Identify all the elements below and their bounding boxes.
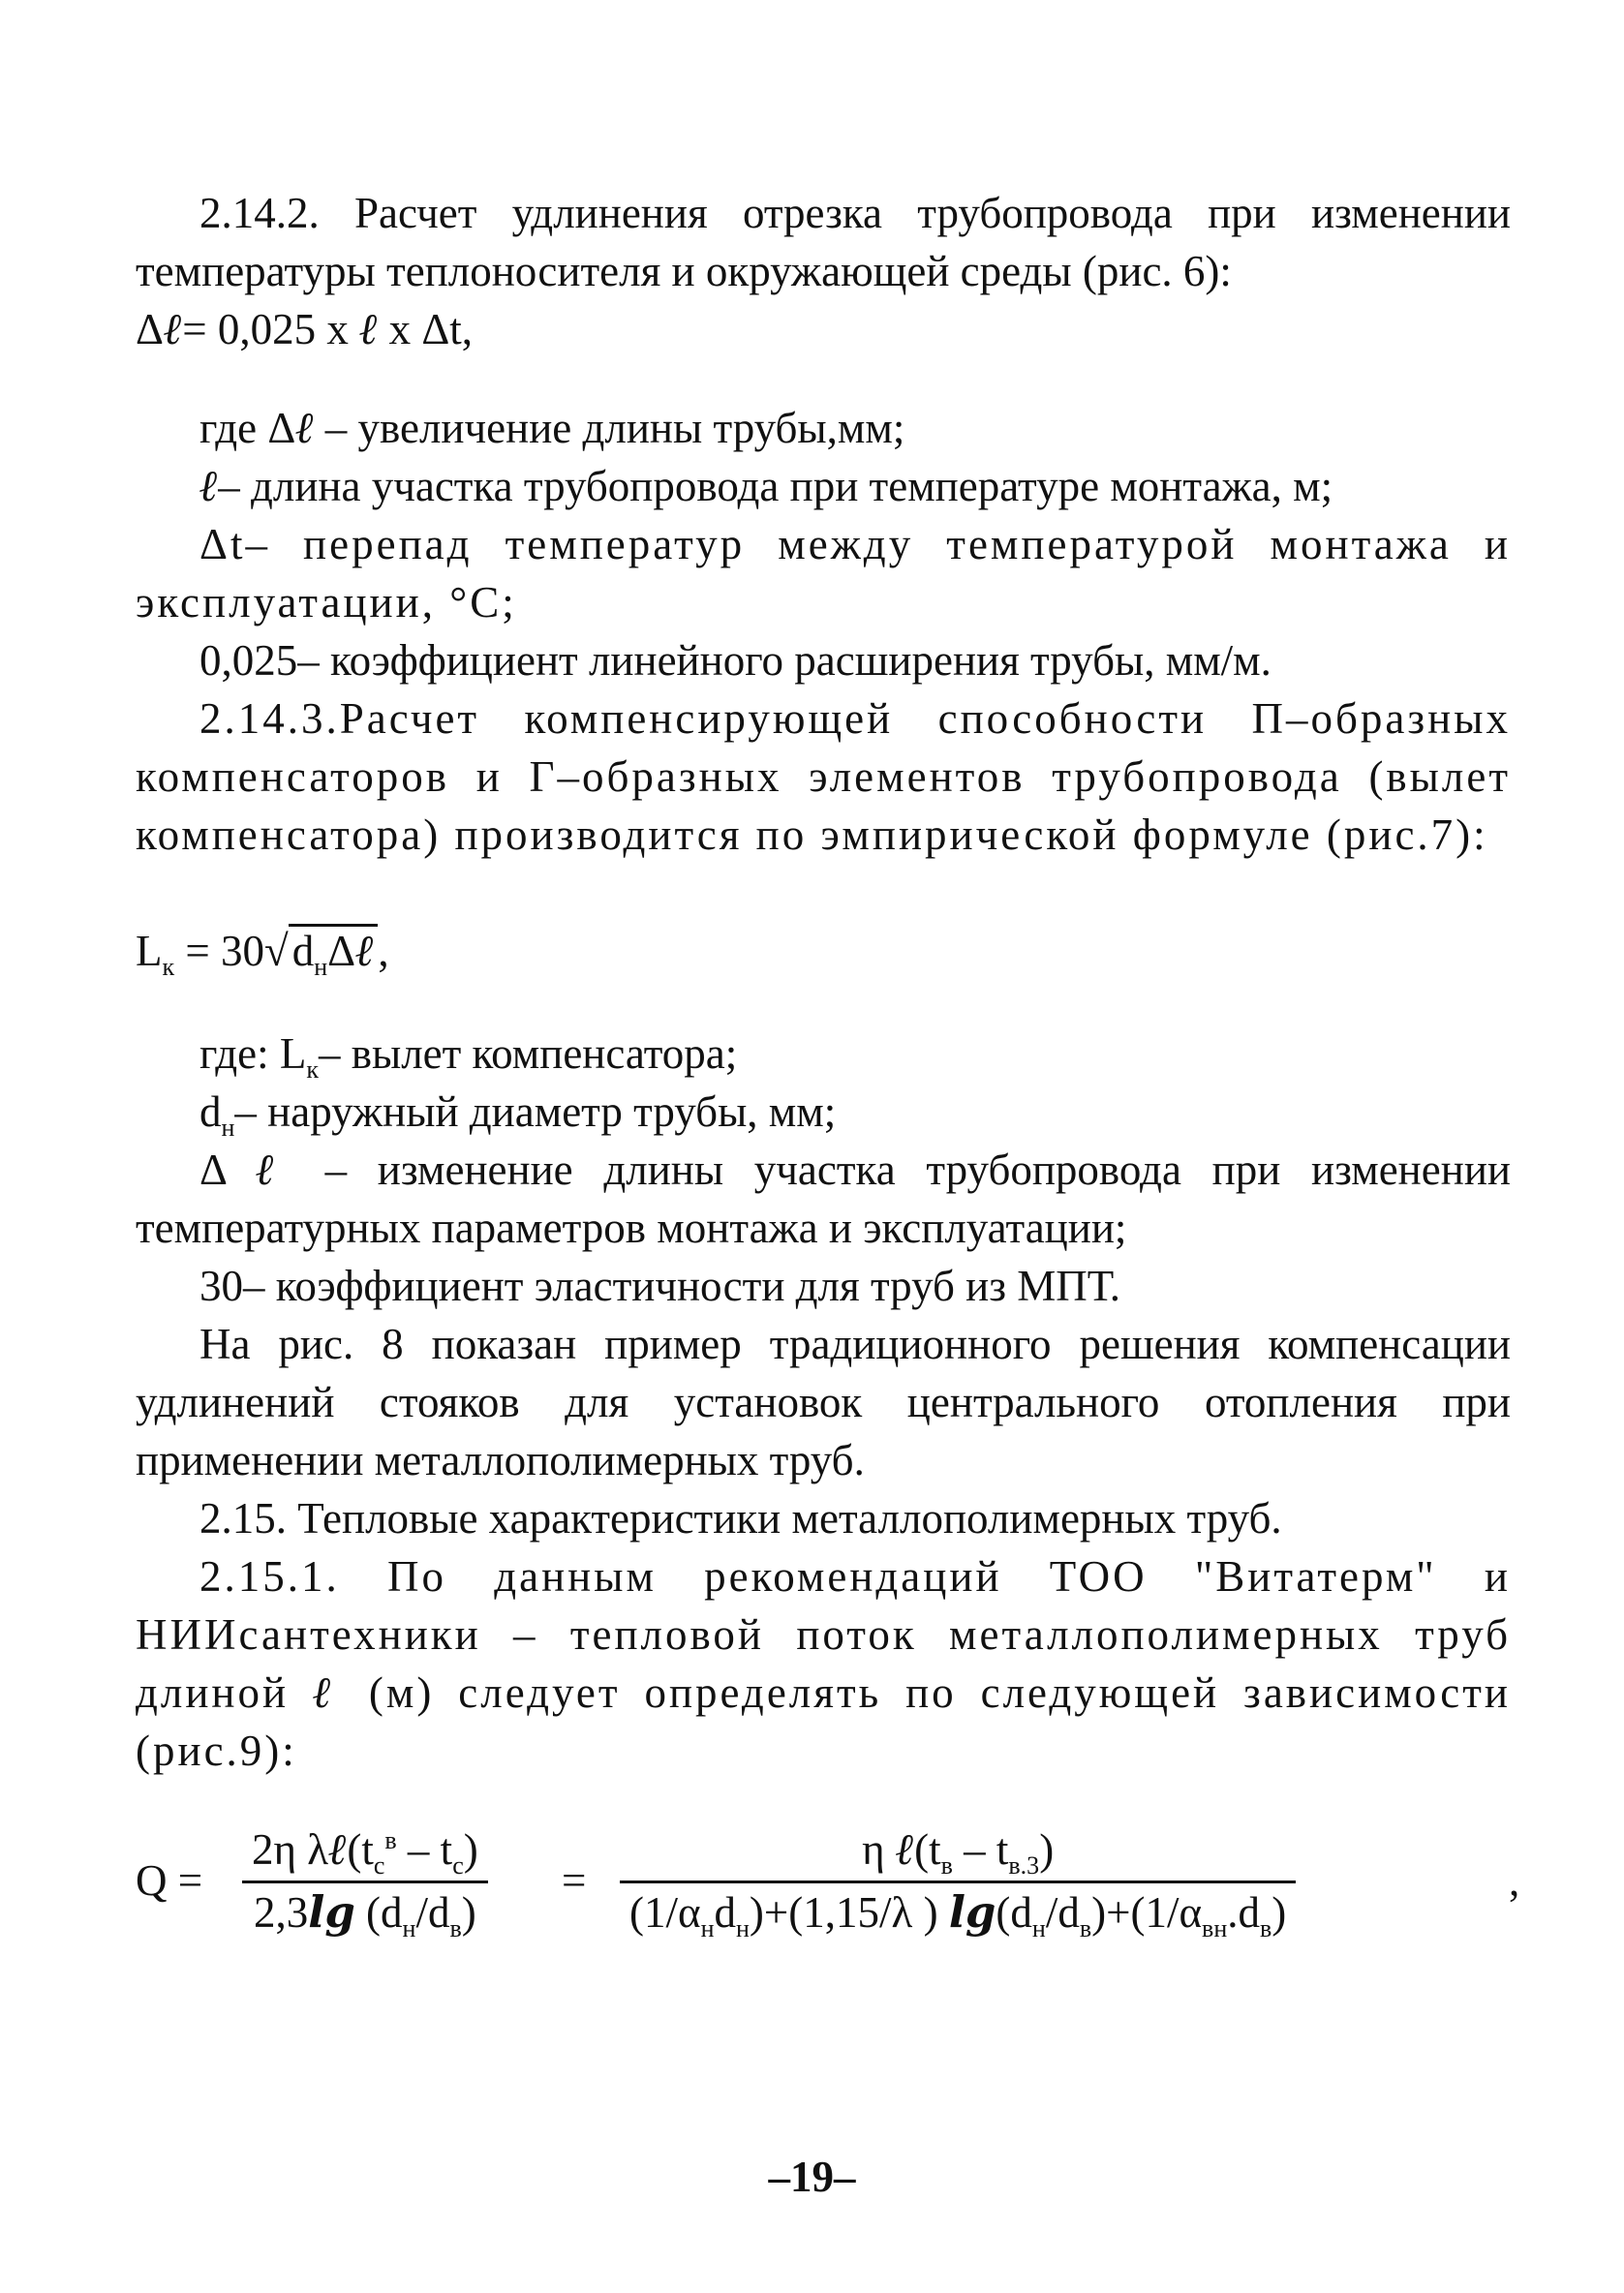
- def-Lk-text: – вылет компенсатора;: [318, 1029, 738, 1078]
- n1c: – t: [396, 1825, 453, 1874]
- formula-elongation: [136, 300, 1511, 358]
- section-2-14-3-text: 2.14.3.Расчет компенсирующей способности П–образных компенсаторов и Г–образных элементов трубопровода (вылет компенсатора) производится по эмпирической формуле (рис.7):: [136, 694, 1511, 859]
- page-content: [136, 184, 1520, 2003]
- formula-L-sub: к: [162, 953, 175, 981]
- def-Lk-sub: к: [306, 1055, 319, 1084]
- formula-L: L: [136, 927, 163, 975]
- page-number: –19–: [768, 2153, 856, 2201]
- d1-lg: lg: [308, 1886, 355, 1938]
- d2-lg: lg: [948, 1886, 996, 1938]
- n1b: (t: [347, 1825, 374, 1874]
- formula-rhs-b: x Δt,: [388, 305, 474, 353]
- def2-l-symbol: ℓ: [199, 460, 219, 511]
- n2-sub-v: в: [940, 1851, 953, 1880]
- d2g: .d: [1227, 1888, 1260, 1937]
- fraction-1-denominator: [242, 1883, 488, 1941]
- n2-sub-v3: в.3: [1008, 1851, 1040, 1880]
- fraction-2-numerator: [620, 1819, 1296, 1883]
- fraction-2: [620, 1819, 1296, 1941]
- formula-compensator: [136, 922, 1511, 980]
- d2-sub-vn: вн: [1202, 1914, 1228, 1942]
- n2a: η: [862, 1825, 885, 1874]
- formula-radicand: [289, 924, 379, 981]
- def-dl-text: – изменение длины участка трубопровода при изменении температурных параметров монтажа и эксплуатации;: [136, 1146, 1511, 1252]
- formula-Q-lhs: Q =: [136, 1856, 203, 1905]
- n2d: ): [1039, 1825, 1055, 1874]
- s2151-post: (м) следует определять по следующей зависимости (рис.9):: [136, 1668, 1512, 1775]
- formula-delta: Δ: [136, 305, 164, 353]
- d2-sub-v2: в: [1260, 1914, 1272, 1942]
- definition-delta-t: Δt– перепад температур между температурой монтажа и эксплуатации, °С;: [136, 520, 1511, 627]
- d1-sub-v: в: [449, 1914, 462, 1942]
- definition-elasticity: 30– коэффициент эластичности для труб из МПТ.: [199, 1262, 1120, 1310]
- d1d: ): [461, 1888, 476, 1937]
- s2151-pre: 2.15.1. По данным рекомендаций ТОО "Витатерм" и НИИсантехники – тепловой поток металлополимерных труб длиной: [136, 1552, 1511, 1717]
- d1b: (d: [354, 1888, 403, 1937]
- n1-sub-c: с: [373, 1851, 385, 1880]
- def1-l-symbol: ℓ: [295, 402, 315, 453]
- formula-l-symbol: ℓ: [163, 303, 183, 354]
- d2e: /d: [1045, 1888, 1080, 1937]
- n1a: 2η λ: [252, 1825, 329, 1874]
- fraction-1: [242, 1819, 488, 1941]
- d2a: (1/α: [629, 1888, 701, 1937]
- d1-sub-n: н: [402, 1914, 416, 1942]
- fraction-1-numerator: [242, 1819, 488, 1883]
- n1d: ): [463, 1825, 478, 1874]
- formula-l-symbol-2: ℓ: [359, 303, 379, 354]
- section-2-14-2-text: 2.14.2. Расчет удлинения отрезка трубопровода при изменении температуры теплоносителя и окружающей среды (рис. 6):: [136, 189, 1511, 295]
- definition-l: [136, 457, 1511, 515]
- definition-delta-l-2: [136, 1141, 1511, 1257]
- d2-sub-v: в: [1079, 1914, 1092, 1942]
- d2h: ): [1272, 1888, 1287, 1937]
- def-dn-sub: н: [221, 1114, 235, 1142]
- d1a: 2,3: [253, 1888, 309, 1937]
- definition-dn: [136, 1083, 1511, 1141]
- s2151-l-symbol: ℓ: [313, 1666, 345, 1718]
- n1-l-symbol: ℓ: [328, 1823, 348, 1875]
- d1c: /d: [415, 1888, 450, 1937]
- section-2-15-heading: 2.15. Тепловые характеристики металлополимерных труб.: [199, 1494, 1282, 1543]
- fraction-2-denominator: [620, 1883, 1296, 1941]
- d2b: d: [714, 1888, 736, 1937]
- def-dn-text: – наружный диаметр трубы, мм;: [234, 1087, 837, 1136]
- formula-eq-2: =: [562, 1856, 587, 1905]
- paragraph-fig8: На рис. 8 показан пример традиционного решения компенсации удлинений стояков для установок центрального отопления при применении металлополимерных труб.: [136, 1320, 1511, 1484]
- formula-d: d: [291, 927, 315, 975]
- d2c: )+(1,15/λ ): [749, 1888, 949, 1937]
- def-dn-prefix: d: [199, 1087, 222, 1136]
- n2b: (t: [914, 1825, 941, 1874]
- n2c: – t: [952, 1825, 1009, 1874]
- d2-sub-n2: н: [736, 1914, 750, 1942]
- def2-text: – длина участка трубопровода при температуре монтажа, м;: [218, 462, 1333, 510]
- d2f: )+(1/α: [1091, 1888, 1203, 1937]
- d2d: (d: [996, 1888, 1032, 1937]
- formula-tail-comma: ,: [1509, 1856, 1520, 1905]
- def-dl-prefix: Δ: [199, 1146, 257, 1194]
- section-2-15-1-text: [136, 1547, 1511, 1780]
- d2-sub-n3: н: [1031, 1914, 1046, 1942]
- def-Lk-prefix: где: L: [199, 1029, 307, 1078]
- definition-Lk: [136, 1024, 1511, 1083]
- def-dl-l-symbol: ℓ: [256, 1144, 294, 1195]
- formula-heat-flow: [136, 1819, 1520, 2003]
- definition-coefficient: 0,025– коэффициент линейного расширения трубы, мм/м.: [199, 636, 1272, 685]
- n1-sub-c2: с: [452, 1851, 464, 1880]
- d2-sub-n: н: [700, 1914, 715, 1942]
- formula-l-symbol-3: ℓ: [355, 925, 375, 976]
- formula-delta-2: Δ: [327, 927, 356, 975]
- n1-sup-v: в: [384, 1826, 397, 1854]
- formula-eq-sqrt: = 30√: [174, 927, 289, 975]
- formula-d-sub: н: [314, 953, 328, 981]
- n2-l-symbol: ℓ: [895, 1823, 915, 1875]
- def1-prefix: где Δ: [199, 404, 296, 452]
- formula-comma: ,: [378, 927, 389, 975]
- def1-text: – увеличение длины трубы,мм;: [324, 404, 905, 452]
- formula-rhs-a: = 0,025 x: [182, 305, 360, 353]
- definition-delta-l: [136, 399, 1511, 457]
